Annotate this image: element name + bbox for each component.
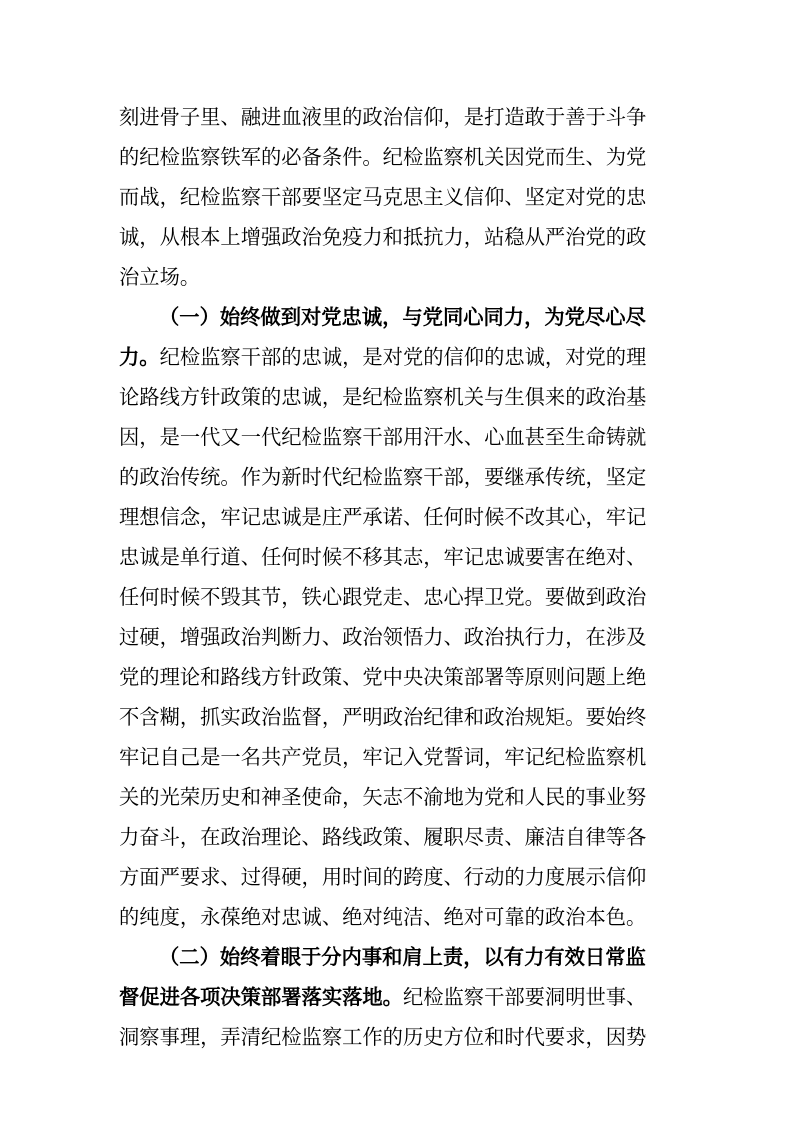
text-segment: 的政治传统。作为新时代纪检监察干部，要继承传统，坚定 bbox=[119, 465, 647, 489]
text-line bbox=[119, 500, 679, 534]
section-heading-end: 督促进各项决策部署落实落地。 bbox=[119, 985, 403, 1009]
text-segment: 纪检监察干部的忠诚，是对党的信仰的忠诚，对党的理 bbox=[159, 345, 647, 369]
text-segment: 论路线方针政策的忠诚，是纪检监察机关与生俱来的政治基 bbox=[119, 385, 647, 409]
text-line bbox=[119, 140, 679, 174]
text-segment: 治立场。 bbox=[119, 265, 201, 289]
section-heading-end: 力。 bbox=[119, 345, 160, 369]
text-line bbox=[119, 260, 679, 294]
text-segment: 而战，纪检监察干部要坚定马克思主义信仰、坚定对党的忠 bbox=[119, 185, 647, 209]
text-line bbox=[119, 540, 679, 574]
section-heading-line bbox=[159, 940, 679, 974]
text-segment: 忠诚是单行道、任何时候不移其志，牢记忠诚要害在绝对、 bbox=[119, 545, 647, 569]
text-line bbox=[119, 460, 679, 494]
text-line bbox=[119, 820, 679, 854]
text-segment: 力奋斗，在政治理论、路线政策、履职尽责、廉洁自律等各 bbox=[119, 825, 647, 849]
text-line bbox=[119, 580, 679, 614]
text-line bbox=[119, 620, 679, 654]
text-line bbox=[119, 380, 679, 414]
text-segment: 洞察事理，弄清纪检监察工作的历史方位和时代要求，因势 bbox=[119, 1025, 647, 1049]
text-line bbox=[119, 1020, 679, 1054]
section-heading: （一）始终做到对党忠诚，与党同心同力，为党尽心尽 bbox=[159, 305, 646, 329]
text-line bbox=[119, 220, 679, 254]
text-segment: 关的光荣历史和神圣使命，矢志不渝地为党和人民的事业努 bbox=[119, 785, 647, 809]
text-line bbox=[119, 780, 679, 814]
text-segment: 不含糊，抓实政治监督，严明政治纪律和政治规矩。要始终 bbox=[119, 705, 647, 729]
text-line bbox=[119, 660, 679, 694]
text-line bbox=[119, 860, 679, 894]
text-line bbox=[119, 700, 679, 734]
text-segment: 刻进骨子里、融进血液里的政治信仰，是打造敢于善于斗争 bbox=[119, 105, 647, 129]
text-segment: 因，是一代又一代纪检监察干部用汗水、心血甚至生命铸就 bbox=[119, 425, 647, 449]
text-line bbox=[119, 420, 679, 454]
text-segment: 的纯度，永葆绝对忠诚、绝对纯洁、绝对可靠的政治本色。 bbox=[119, 905, 647, 929]
text-segment: 过硬，增强政治判断力、政治领悟力、政治执行力，在涉及 bbox=[119, 625, 647, 649]
text-segment: 任何时候不毁其节，铁心跟党走、忠心捍卫党。要做到政治 bbox=[119, 585, 647, 609]
text-line bbox=[119, 900, 679, 934]
text-line bbox=[119, 340, 679, 374]
text-segment: 纪检监察干部要洞明世事、 bbox=[402, 985, 647, 1009]
text-line bbox=[119, 180, 679, 214]
section-heading: （二）始终着眼于分内事和肩上责，以有力有效日常监 bbox=[159, 945, 646, 969]
text-line bbox=[119, 980, 679, 1014]
text-line bbox=[119, 100, 679, 134]
section-heading-line bbox=[159, 300, 679, 334]
text-line bbox=[119, 740, 679, 774]
text-segment: 的纪检监察铁军的必备条件。纪检监察机关因党而生、为党 bbox=[119, 145, 647, 169]
text-segment: 方面严要求、过得硬，用时间的跨度、行动的力度展示信仰 bbox=[119, 865, 647, 889]
text-segment: 理想信念，牢记忠诚是庄严承诺、任何时候不改其心，牢记 bbox=[119, 505, 647, 529]
text-segment: 党的理论和路线方针政策、党中央决策部署等原则问题上绝 bbox=[119, 665, 647, 689]
text-segment: 诚，从根本上增强政治免疫力和抵抗力，站稳从严治党的政 bbox=[119, 225, 647, 249]
text-segment: 牢记自己是一名共产党员，牢记入党誓词，牢记纪检监察机 bbox=[119, 745, 647, 769]
